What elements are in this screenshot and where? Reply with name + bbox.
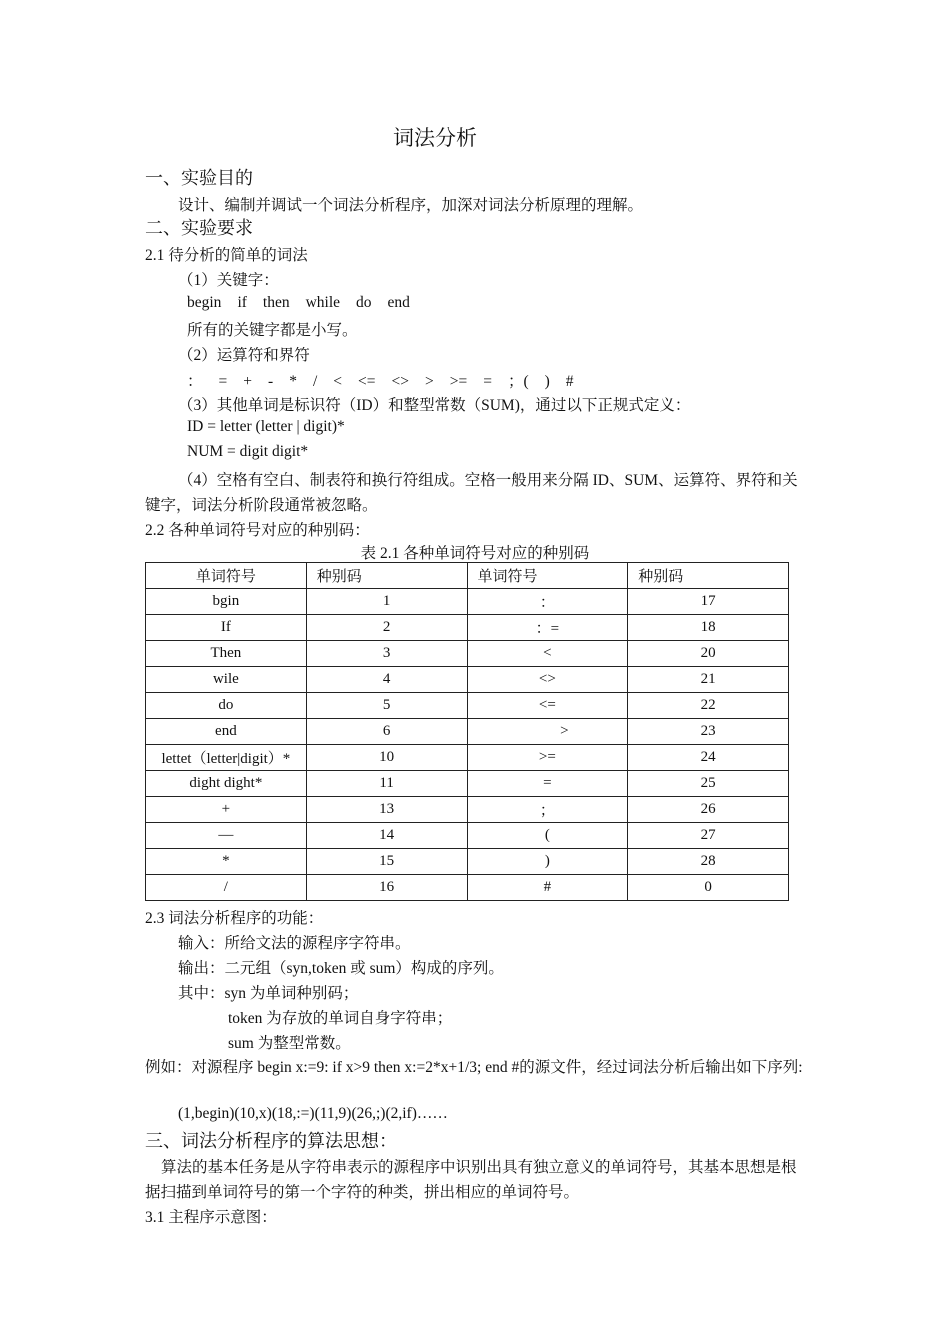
table-cell: 1 [306, 589, 467, 615]
table-cell: 17 [628, 589, 789, 615]
subsection-3-1: 3.1 主程序示意图： [145, 1209, 277, 1226]
table-cell: # [467, 875, 628, 901]
table-row [146, 745, 789, 771]
operator: > [424, 373, 434, 390]
page-title: 词法分析 [393, 126, 477, 150]
section-heading-requirements: 二、实验要求 [145, 218, 253, 238]
keyword: begin [187, 294, 222, 311]
table-cell: 15 [306, 849, 467, 875]
table-cell: 10 [306, 745, 467, 771]
function-where-token: token 为存放的单词自身字符串； [228, 1010, 453, 1027]
table-cell: dight dight* [146, 771, 307, 797]
purpose-text: 设计、编制并调试一个词法分析程序，加深对词法分析原理的理解。 [178, 197, 644, 214]
table-row [146, 641, 789, 667]
operator: >= [449, 373, 468, 390]
table-cell: do [146, 693, 307, 719]
id-definition: ID = letter (letter | digit)* [187, 418, 345, 435]
table-cell: 20 [628, 641, 789, 667]
section-heading-purpose: 一、实验目的 [145, 168, 253, 188]
operator: <= [358, 373, 376, 390]
table-cell: ：= [467, 615, 628, 641]
table-row [146, 849, 789, 875]
table-cell: 23 [628, 719, 789, 745]
algorithm-paragraph: 算法的基本任务是从字符串表示的源程序中识别出具有独立意义的单词符号，其基本思想是根据扫描到单词符号的第一个字符的种类，拼出相应的单词符号。 [145, 1159, 797, 1201]
operator: + [243, 373, 253, 390]
table-row [146, 771, 789, 797]
header-cell: 种别码 [628, 563, 789, 589]
table-row [146, 615, 789, 641]
operator: ： [187, 373, 203, 390]
table-cell: 5 [306, 693, 467, 719]
table-caption: 表 2.1 各种单词符号对应的种别码 [360, 545, 590, 562]
example-paragraph: 例如：对源程序 begin x:=9: if x>9 then x:=2*x+1/3; end #的源文件，经过词法分析后输出如下序列: [145, 1059, 803, 1076]
operator-list [187, 369, 590, 391]
operator: / [312, 373, 318, 390]
table-cell: 28 [628, 849, 789, 875]
operator: ；( [507, 373, 529, 390]
operator: ) [544, 373, 550, 390]
header-cell: 单词符号 [467, 563, 628, 589]
table-cell: If [146, 615, 307, 641]
table-cell: 26 [628, 797, 789, 823]
keywords-lowercase-note: 所有的关键字都是小写。 [187, 322, 358, 339]
keyword: if [237, 294, 247, 311]
table-cell: ： [467, 589, 628, 615]
table-cell: 6 [306, 719, 467, 745]
keyword: then [262, 294, 290, 311]
table-cell: 13 [306, 797, 467, 823]
table-header-row [146, 563, 789, 589]
table-cell: * [146, 849, 307, 875]
table-row [146, 719, 789, 745]
table-cell: <= [467, 693, 628, 719]
item-keywords-label: （1）关键字： [178, 272, 279, 289]
table-cell: wile [146, 667, 307, 693]
table-row [146, 823, 789, 849]
table-row [146, 667, 789, 693]
subsection-2-2: 2.2 各种单词符号对应的种别码： [145, 522, 370, 539]
table-row [146, 797, 789, 823]
table-cell: >= [467, 745, 628, 771]
operator: <> [391, 373, 409, 390]
table-cell: bgin [146, 589, 307, 615]
table-row [146, 589, 789, 615]
section-heading-algorithm: 三、词法分析程序的算法思想： [145, 1131, 397, 1151]
function-where-syn: 其中：syn 为单词种别码； [178, 985, 359, 1002]
token-code-table [145, 562, 789, 901]
table-cell: ) [467, 849, 628, 875]
table-cell: 14 [306, 823, 467, 849]
table-cell: 4 [306, 667, 467, 693]
keyword-list [187, 294, 426, 312]
table-cell: Then [146, 641, 307, 667]
operator: - [268, 373, 274, 390]
function-input: 输入：所给文法的源程序字符串。 [178, 935, 411, 952]
operator: = [483, 373, 492, 390]
table-cell: / [146, 875, 307, 901]
header-cell: 单词符号 [146, 563, 307, 589]
keyword: do [356, 294, 372, 311]
table-cell: 24 [628, 745, 789, 771]
table-cell: end [146, 719, 307, 745]
table-cell: 18 [628, 615, 789, 641]
operator: = [218, 373, 228, 390]
table-cell: + [146, 797, 307, 823]
table-cell: <> [467, 667, 628, 693]
table-cell: 0 [628, 875, 789, 901]
header-cell: 种别码 [306, 563, 467, 589]
operator: < [333, 373, 342, 390]
table-row [146, 875, 789, 901]
table-cell: 11 [306, 771, 467, 797]
function-output: 输出：二元组（syn,token 或 sum）构成的序列。 [178, 960, 504, 977]
table-cell: ； [467, 797, 628, 823]
item-operators-label: （2）运算符和界符 [178, 347, 310, 364]
table-cell: — [146, 823, 307, 849]
table-cell: 22 [628, 693, 789, 719]
example-output-sequence: (1,begin)(10,x)(18,:=)(11,9)(26,;)(2,if)…… [178, 1105, 448, 1122]
table-cell: lettet（letter|digit）* [146, 745, 307, 771]
item-identifiers-label: （3）其他单词是标识符（ID）和整型常数（SUM)，通过以下正规式定义： [178, 397, 691, 414]
operator: * [289, 373, 297, 390]
keyword: while [305, 294, 341, 311]
num-definition: NUM = digit digit* [187, 443, 309, 460]
subsection-2-1: 2.1 待分析的简单的词法 [145, 247, 308, 264]
table-cell: 2 [306, 615, 467, 641]
table-cell: 25 [628, 771, 789, 797]
operator: # [565, 373, 574, 390]
table-cell: = [467, 771, 628, 797]
table-cell: < [467, 641, 628, 667]
table-cell: 3 [306, 641, 467, 667]
table-cell: > [467, 719, 628, 745]
subsection-2-3: 2.3 词法分析程序的功能： [145, 910, 324, 927]
table-cell: 21 [628, 667, 789, 693]
table-cell: 27 [628, 823, 789, 849]
table-cell: ( [467, 823, 628, 849]
function-where-sum: sum 为整型常数。 [228, 1035, 351, 1052]
keyword: end [387, 294, 410, 311]
table-row [146, 693, 789, 719]
whitespace-paragraph: （4）空格有空白、制表符和换行符组成。空格一般用来分隔 ID、SUM、运算符、界符和关键字，词法分析阶段通常被忽略。 [145, 472, 798, 514]
table-cell: 16 [306, 875, 467, 901]
